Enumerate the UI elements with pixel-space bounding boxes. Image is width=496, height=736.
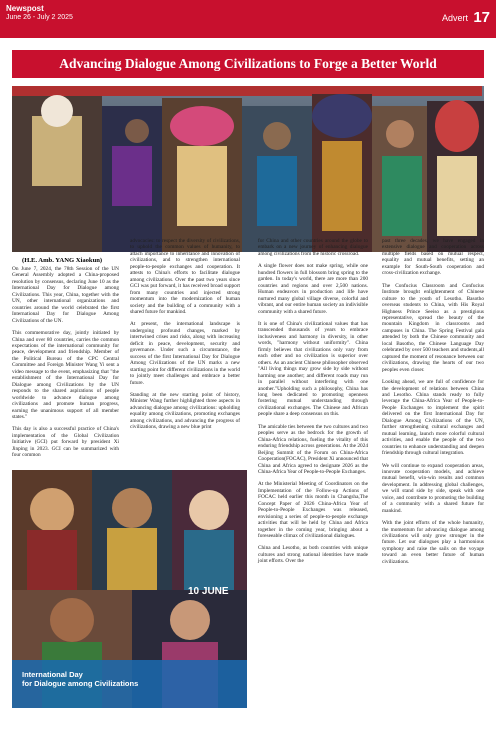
paragraph: It is one of China's civilizational values that has transcended thousands of years to embrace inclusiveness and harmony in diversity, in other words, "harmony without uniformity". China firmly believes that civilizations only vary from each other and no civilization is superior over others. As an ancient Chinese philosopher observed "All living things may grow side by side without harming one another; and different roads may run in parallel without interfering with one another."Upholding such a philosophy, China has long been dedicated to promoting openness fostering mutual understanding through civilizational exchanges. The Chinese and African people share a deep consensus on this. (258, 320, 368, 418)
paragraph: On June 7, 2024, the 78th Session of the UN General Assembly adopted a China-proposed resolution by consensus, declaring June 10 as the International Day for Dialogue among Civilizations. This year, China, together with the UN, other international organizations and countries around the world celebrated the first International Day for Dialogue Among Civilizations of the UN. (12, 266, 119, 324)
headline: Advancing Dialogue Among Civilizations to Forge a Better World (12, 50, 484, 78)
paragraph: We will continue to expand cooperation areas, innovate cooperation models, and achieve mutual benefit, win-win results and common development. In addressing global challenges, we will stand side by side, speak with one voice, and contribute to promoting the building of a community with a shared future for mankind. (382, 462, 484, 514)
paragraph: China and Lesotho, as both countries with unique cultures and strong national identities have made joint efforts. Over the (258, 545, 368, 565)
article-column-4 (382, 238, 484, 571)
paragraph: A single flower does not make spring, while one hundred flowers in full blossom bring spring to the garden. In today's world, there are more than 200 countries and regions and over 2,500 nations. Human endeavors in production and life have nurtured many global village diverse, colorful and vibrant, and our entire human society an indivisible community with a shared future. (258, 263, 368, 315)
paragraph: Looking ahead, we are full of confidence for the development of relations between China and Lesotho. China stands ready to fully leverage the China-Africa Year of People-to-People Exchanges to implement the spirit delivered on the first International Day for Dialogue Among Civilizations of the UN, further strengthening cultural exchanges and mutual learning, launch more colorful cultural activities, and enable the people of the two countries to enhance understanding and deepen friendship through cultural integration. (382, 379, 484, 457)
paragraph: The amicable ties between the two cultures and two peoples serve as the bedrock for the growth of China-Africa relations, fueling the vitality of this enduring friendship across generations. At the 2024 Beijing Summit of the Forum on China-Africa Cooperation(FOCAC), President Xi announced that China and Africa agreed to designate 2026 as the China-Africa Year of People-to-People Exchanges. (258, 423, 368, 475)
poster-date: 10 JUNE (188, 586, 229, 597)
paragraph: past three decades, we have engaged in extensive dialogue and cooperation across multiple fields based on mutual respect, equality and mutual benefits, setting an example for South-South cooperation and cross-civilization exchange. (382, 238, 484, 277)
article-column-1 (12, 266, 119, 465)
paragraph: Standing at the new starting point of history, Minister Wang further highlighted three aspects in advancing dialogue among civilizations: upholding equality among civilizations, promoting exchanges among civilizations, and advancing the progress of civilizations, drawing a new blue print (130, 391, 240, 431)
masthead (6, 4, 73, 22)
masthead-date: June 26 - July 2 2025 (6, 14, 73, 21)
paragraph: advocacies: to respect the diversity of civilizations, to uphold the common values of humanity, to attach importance to inheritance and innovation of civilizations, and to strengthen international people-to-people exchanges and cooperation. It attests to China's efforts to facilitate dialogue among civilizations. Over the past two years since GCI was put forward, it has received broad support from many countries and injected strong momentum into the modernization of human society and the building of a community with a shared future for mankind. (130, 238, 240, 315)
page-number: 17 (473, 9, 490, 26)
article-column-2 (130, 238, 240, 437)
poster-title (22, 670, 138, 688)
section-label: Advert (441, 13, 468, 23)
paragraph: for China and other countries around the globe to embark on a new journey of enhancing dialogue among civilizations from the historic crossroad. (258, 238, 368, 257)
paragraph: The Confucius Classroom and Confucius Institute brought enlightenment of Chinese culture to the youth of Lesotho. Basotho overseas students to China, with His Royal Highness Prince Seeiso as a prestigious representative, spread the beauty of the mountain Kingdom in classrooms and campuses in China. The Spring Festival gala attended by both the Chinese community and local Basotho, the Chinese Language Day celebrated by over 500 teachers and students,all captured the moment of resonance between our civilizations, drawing the hearts of our two peoples even closer. (382, 282, 484, 373)
poster-title-line-2: for Dialogue among Civilizations (22, 679, 139, 688)
byline: (H.E. Amb. YANG Xiaokun) (22, 257, 103, 264)
paragraph: This commemorative day, jointly initiated by China and over 80 countries, carries the common expectations of the international community for peace, development and friendship. Member of the Political Bureau of the CPC Central Committee and Foreign Minister Wang Yi sent a video message to the event, emphasizing that "the establishment of the International Day for Dialogue among Civilizations by the UN responds to the shared aspirations of people worldwide to advance dialogue among civilizations and promote human progress, earning the unanimous support of all member states." (12, 330, 119, 420)
paragraph: This day is also a successful practice of China's implementation of the Global Civilization Initiative (GCI) put forward by president Xi Jinping in 2023. GCI can be summarized with four common (12, 426, 119, 459)
paragraph: With the joint efforts of the whole humanity, the momentum for advancing dialogue among civilizations will only grow stronger in the future. Let our dialogues play a harmonious symphony and raise the sails on the voyage toward an even better future of human civilizations. (382, 520, 484, 565)
paragraph: At present, the international landscape is undergoing profound changes, marked by intertwined crises and risks, along with increasing deficit in peace, development, security and governance. Under such a circumstance, the success of the first International Day for Dialogue Among Civilizations of the UN marks a new starting point for different civilizations in the world to jointly meet challenges and embrace a better future. (130, 321, 240, 386)
article-column-3 (258, 238, 368, 571)
masthead-bar (0, 0, 496, 38)
paragraph: At the Ministerial Meeting of Coordinators on the Implementation of the Follow-up Actions of FOCAC held earlier this month in Changsha,The Concept Paper of 2026 China-Africa Year of People-to-People Exchanges was released, envisioning a series of people-to-people exchange activities that will be held by China and Africa together in the coming year, bringing about a foreseeable climax of civilizational dialogues. (258, 481, 368, 540)
poster-title-line-1: International Day (22, 670, 83, 679)
masthead-name: Newspost (6, 4, 44, 13)
photo-cultural-performers (12, 86, 484, 252)
